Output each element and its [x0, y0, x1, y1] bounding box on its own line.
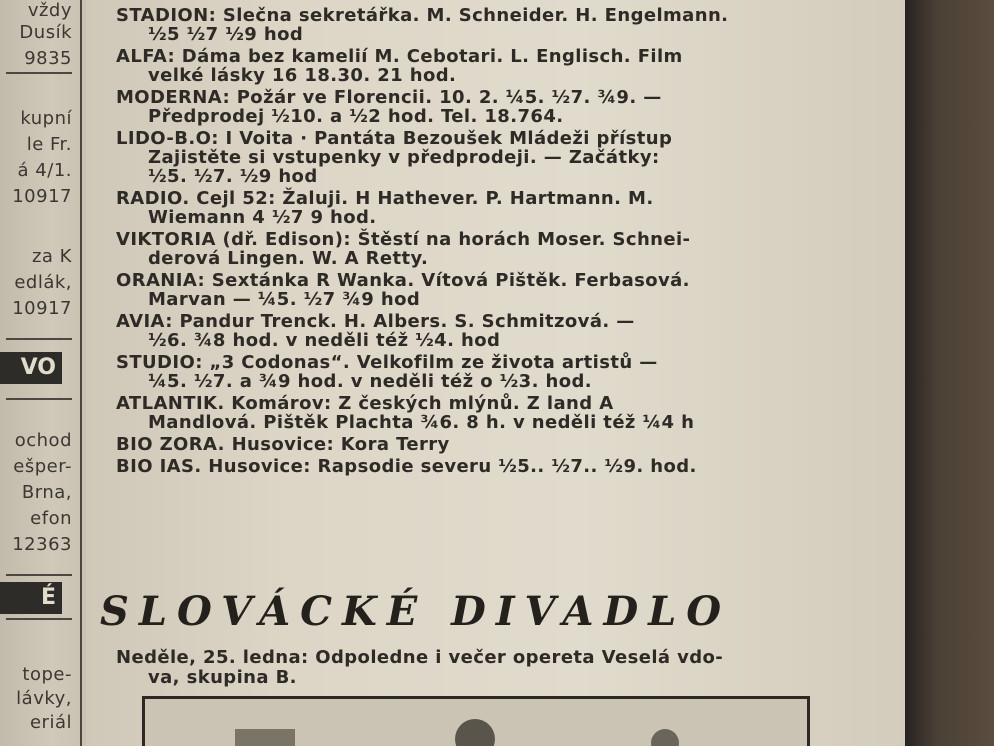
- cinema-program: Komárov: Z českých mlýnů. Z land A: [224, 393, 614, 414]
- cinema-program-continued: ½5. ½7. ½9 hod: [148, 166, 318, 187]
- cinema-program-continued: velké lásky 16 18.30. 21 hod.: [148, 65, 457, 86]
- cinema-program-continued: derová Lingen. W. A Retty.: [148, 248, 429, 269]
- left-column-divider: [6, 618, 72, 620]
- left-column-line: 12363: [12, 534, 72, 555]
- cinema-name: MODERNA:: [116, 87, 231, 108]
- cinema-name: BIO IAS.: [116, 456, 202, 477]
- left-column-heading-box: É: [0, 582, 62, 614]
- cinema-program-continued: Zajistěte si vstupenky v předprodeji. — Začátky:: [148, 147, 660, 168]
- left-column-divider: [6, 398, 72, 400]
- left-column-line: 9835: [24, 48, 72, 69]
- cinema-name: ORANIA:: [116, 270, 206, 291]
- left-column-line: eriál: [29, 712, 72, 733]
- left-column-divider: [6, 338, 72, 340]
- left-column-line: lávky,: [16, 688, 72, 709]
- column-rule: [80, 0, 82, 746]
- cinema-name: VIKTORIA: [116, 229, 216, 250]
- cinema-listing: [116, 271, 896, 309]
- illustration-figures-icon: [145, 699, 807, 746]
- cinema-listing: [116, 88, 896, 126]
- cinema-program: Požár ve Florencii. 10. 2. ¼5. ½7. ¾9. —: [230, 87, 662, 108]
- left-column-heading-box: VO: [0, 352, 62, 384]
- cinema-name: BIO ZORA.: [116, 434, 225, 455]
- left-column-line: kupní: [20, 108, 72, 129]
- cinema-listing: [116, 312, 896, 350]
- theatre-notice: [116, 648, 836, 688]
- left-column-line: 10917: [12, 298, 72, 319]
- notice-line-2: va, skupina B.: [148, 667, 297, 688]
- cinema-listing: [116, 6, 896, 44]
- cinema-program: Dáma bez kamelií M. Cebotari. L. Englisch. Film: [175, 46, 683, 67]
- left-column-line: le Fr.: [26, 134, 72, 155]
- notice-line-1: Neděle, 25. ledna: Odpoledne i večer opereta Veselá vdo-: [116, 647, 724, 668]
- newspaper-page: [86, 0, 908, 746]
- left-column-line: ochod: [14, 430, 72, 451]
- cinema-program: Husovice: Kora Terry: [224, 434, 450, 455]
- cinema-listings: [116, 6, 896, 479]
- left-column-line: tope-: [22, 664, 72, 685]
- theatre-heading: SLOVÁCKÉ DIVADLO: [100, 588, 732, 635]
- cinema-listing: [116, 394, 896, 432]
- left-column-line: edlák,: [14, 272, 72, 293]
- cinema-name: STUDIO:: [116, 352, 203, 373]
- cinema-program: „3 Codonas“. Velkofilm ze života artistů —: [202, 352, 658, 373]
- cinema-name: ATLANTIK.: [116, 393, 225, 414]
- left-column-line: vždy: [27, 0, 72, 21]
- cinema-name: RADIO.: [116, 188, 190, 209]
- cinema-program: Pandur Trenck. H. Albers. S. Schmitzová. —: [172, 311, 635, 332]
- cinema-listing: [116, 47, 896, 85]
- illustration-frame: [142, 696, 810, 746]
- cinema-program: Husovice: Rapsodie severu ½5.. ½7.. ½9. hod.: [201, 456, 697, 477]
- background-edge: [905, 0, 994, 746]
- cinema-program: Slečna sekretářka. M. Schneider. H. Engelmann.: [216, 5, 729, 26]
- cinema-program-continued: Předprodej ½10. a ½2 hod. Tel. 18.764.: [148, 106, 564, 127]
- cinema-name: LIDO-B.O:: [116, 128, 219, 149]
- cinema-program: Sextánka R Wanka. Vítová Pištěk. Ferbasová.: [205, 270, 690, 291]
- left-column-line: ešper-: [13, 456, 72, 477]
- cinema-program-continued: Mandlová. Pištěk Plachta ¾6. 8 h. v neděli též ¼4 h: [148, 412, 695, 433]
- adjacent-column: [0, 0, 86, 746]
- cinema-listing: [116, 353, 896, 391]
- left-column-divider: [6, 574, 72, 576]
- cinema-program: I Voita · Pantáta Bezoušek Mládeži přístup: [218, 128, 673, 149]
- left-column-line: za K: [31, 246, 72, 267]
- left-column-divider: [6, 72, 72, 74]
- cinema-name: STADION:: [116, 5, 217, 26]
- cinema-program-continued: ½6. ¾8 hod. v neděli též ½4. hod: [148, 330, 501, 351]
- cinema-program: (dř. Edison): Štěstí na horách Moser. Schnei-: [215, 229, 691, 250]
- cinema-listing: [116, 435, 896, 454]
- cinema-name: AVIA:: [116, 311, 173, 332]
- cinema-listing: [116, 189, 896, 227]
- cinema-name: ALFA:: [116, 46, 176, 67]
- left-column-line: á 4/1.: [17, 160, 72, 181]
- cinema-program-continued: Marvan — ¼5. ½7 ¾9 hod: [148, 289, 421, 310]
- cinema-listing: [116, 230, 896, 268]
- cinema-program: Cejl 52: Žaluji. H Hathever. P. Hartmann. M.: [189, 188, 654, 209]
- left-column-line: 10917: [12, 186, 72, 207]
- left-column-line: efon: [30, 508, 72, 529]
- left-column-line: Brna,: [21, 482, 72, 503]
- cinema-program-continued: Wiemann 4 ½7 9 hod.: [148, 207, 377, 228]
- cinema-listing: [116, 129, 896, 186]
- left-column-line: Dusík: [19, 22, 72, 43]
- cinema-listing: [116, 457, 896, 476]
- cinema-program-continued: ½5 ½7 ½9 hod: [148, 24, 304, 45]
- cinema-program-continued: ¼5. ½7. a ¾9 hod. v neděli též o ½3. hod.: [148, 371, 593, 392]
